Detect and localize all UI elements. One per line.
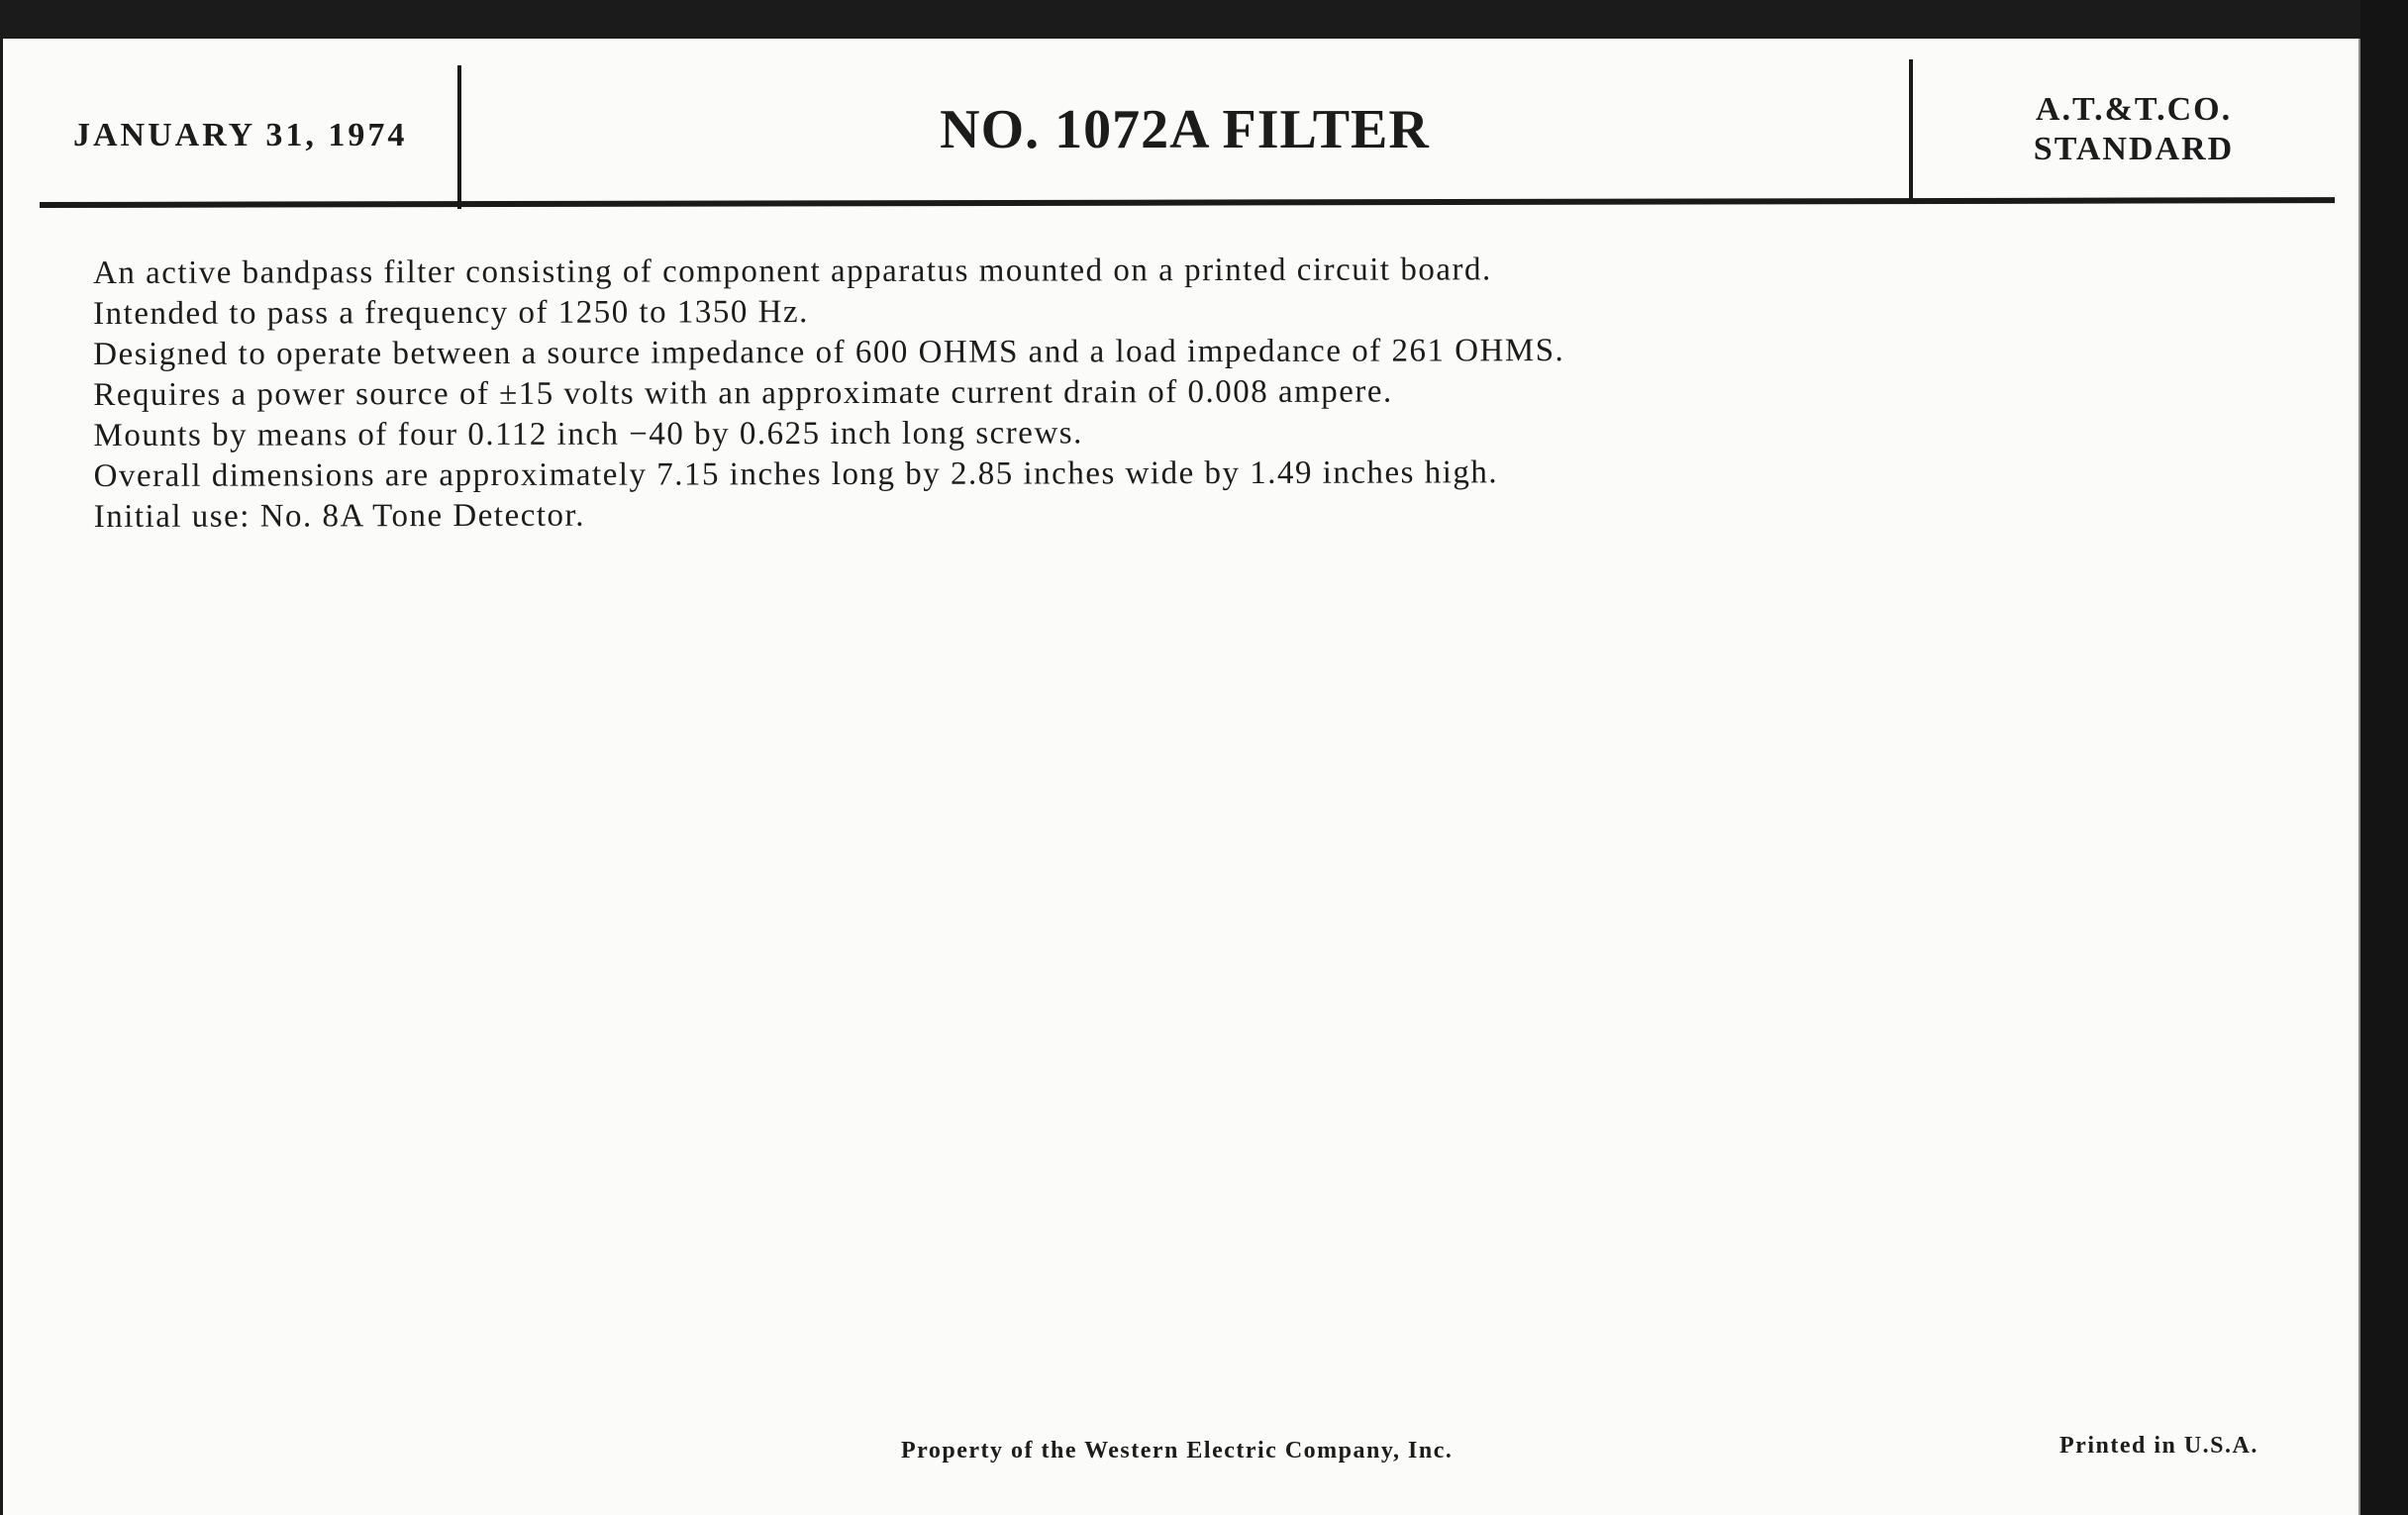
- description-line: Overall dimensions are approximately 7.15 inches long by 2.85 inches wide by 1.49 inches high.: [93, 454, 1499, 494]
- document-title: NO. 1072A FILTER: [940, 99, 1430, 160]
- description-body: [93, 250, 1565, 538]
- document-date: JANUARY 31, 1974: [73, 117, 408, 153]
- standard-line-2: STANDARD: [2033, 131, 2235, 167]
- standard-line-1: A.T.&T.CO.: [2035, 91, 2233, 128]
- description-line: Mounts by means of four 0.112 inch −40 by 0.625 inch long screws.: [93, 415, 1083, 454]
- description-line: Requires a power source of ±15 volts with an approximate current drain of 0.008 ampere.: [93, 373, 1393, 413]
- printed-notice: Printed in U.S.A.: [2059, 1433, 2258, 1459]
- description-line: Designed to operate between a source impedance of 600 OHMS and a load impedance of 261 OHMS.: [93, 333, 1565, 372]
- description-line: Intended to pass a frequency of 1250 to 1350 Hz.: [93, 294, 809, 332]
- description-line: An active bandpass filter consisting of component apparatus mounted on a printed circuit board.: [93, 252, 1492, 291]
- description-line: Initial use: No. 8A Tone Detector.: [93, 497, 585, 535]
- header-divider-right: [1909, 59, 1913, 200]
- scan-edge: [2360, 0, 2408, 1515]
- property-notice: Property of the Western Electric Company, Inc.: [901, 1438, 1454, 1464]
- standard-label: [1916, 90, 2352, 169]
